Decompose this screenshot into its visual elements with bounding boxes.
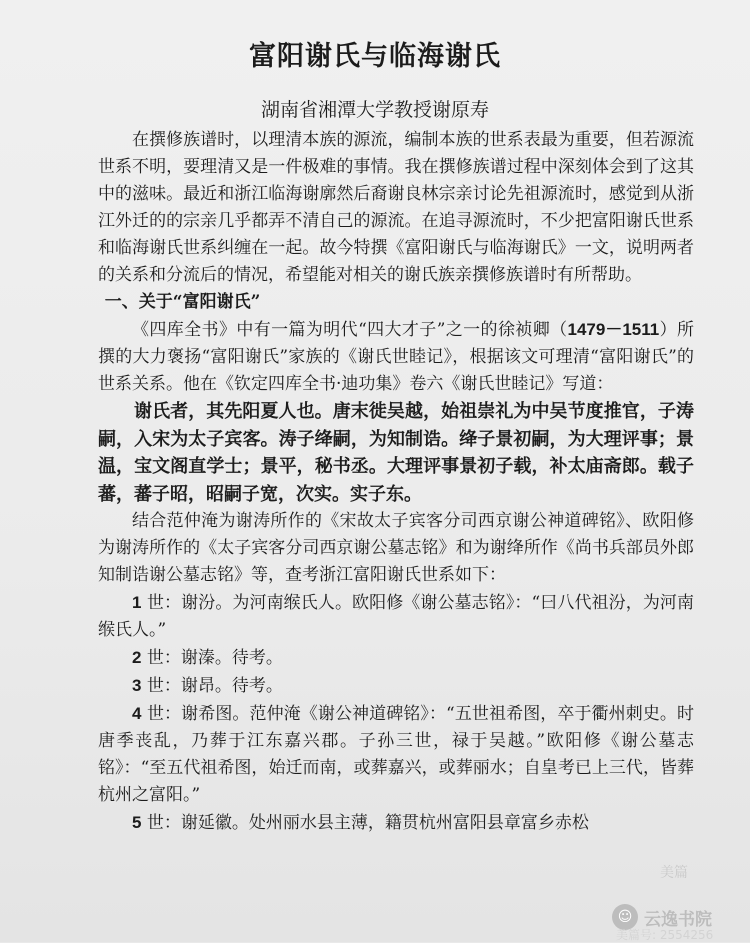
generation-entry bbox=[98, 809, 694, 837]
quotation-block: 谢氏者，其先阳夏人也。唐末徙吴越，始祖崇礼为中吴节度推官，子涛嗣，入宋为太子宾客。涛子绛嗣，为知制诰。绛子景初嗣，为大理评事；景温，宝文阁直学士；景平，秘书丞。大理评事景初子载，补太庙斋郎。载子蕃，蕃子昭，昭嗣子宽，次实。实子东。 bbox=[98, 401, 694, 505]
meipian-watermark: 美篇 bbox=[660, 865, 688, 881]
intro-paragraph: 在撰修族谱时，以理清本族的源流，编制本族的世系表最为重要，但若源流世系不明，要理清又是一件极难的事情。我在撰修族谱过程中深刻体会到了这其中的滋味。最近和浙江临海谢廓然后裔谢良林宗亲讨论先祖源流时，感觉到从浙江外迁的的宗亲几乎都弄不清自己的源流。在追寻源流时，不少把富阳谢氏世系和临海谢氏世系纠缠在一起。故今特撰《富阳谢氏与临海谢氏》一文，说明两者的关系和分流后的情况，希望能对相关的谢氏族亲撰修族谱时有所帮助。 bbox=[98, 130, 694, 285]
years-range: 1479－1511 bbox=[567, 320, 660, 339]
generation-text: 世：谢延徽。处州丽水县主薄，籍贯杭州富阳县章富乡赤松 bbox=[146, 813, 589, 833]
generation-entry bbox=[98, 700, 694, 809]
paragraph-siku bbox=[98, 316, 694, 398]
article-body bbox=[98, 127, 694, 837]
para1-post: ）所撰的大力褒扬“富阳谢氏”家族的《谢氏世睦记》，根据该文可理清“富阳谢氏”的世系关系。他在《钦定四库全书·迪功集》卷六《谢氏世睦记》写道： bbox=[98, 320, 694, 394]
generation-entry bbox=[98, 589, 694, 644]
generation-entry bbox=[98, 672, 694, 700]
channel-watermark: 云逸书院 bbox=[644, 910, 712, 930]
article-title: 富阳谢氏与临海谢氏 bbox=[249, 41, 501, 72]
generation-number: 5 bbox=[132, 813, 142, 832]
generation-number: 2 bbox=[132, 648, 142, 667]
generation-text: 世：谢溱。待考。 bbox=[146, 648, 283, 668]
generation-number: 1 bbox=[132, 593, 142, 612]
generation-entry bbox=[98, 644, 694, 672]
generation-text: 世：谢汾。为河南缑氏人。欧阳修《谢公墓志铭》：“曰八代祖汾，为河南缑氏人。” bbox=[98, 593, 694, 640]
paragraph-sources: 结合范仲淹为谢涛所作的《宋故太子宾客分司西京谢公神道碑铭》、欧阳修为谢涛所作的《太子宾客分司西京谢公墓志铭》和为谢绛所作《尚书兵部员外郎知制诰谢公墓志铭》等，查考浙江富阳谢氏世系如下： bbox=[98, 511, 694, 585]
article-author: 湖南省湘潭大学教授谢原寿 bbox=[260, 99, 489, 121]
generation-text: 世：谢希图。范仲淹《谢公神道碑铭》：“五世祖希图，卒于衢州刺史。时唐季丧乱，乃葬于江东嘉兴郡。子孙三世，禄于吴越。”欧阳修《谢公墓志铭》：“至五代祖希图，始迁而南，或葬嘉兴，或葬丽水；自皇考已上三代，皆葬杭州之富阳。” bbox=[98, 704, 694, 805]
generation-number: 4 bbox=[132, 704, 142, 723]
para1-pre: 《四库全书》中有一篇为明代“四大才子”之一的徐祯卿（ bbox=[132, 320, 568, 340]
generation-number: 3 bbox=[132, 676, 142, 695]
generation-text: 世：谢昂。待考。 bbox=[146, 676, 283, 696]
channel-logo-icon: ☺ bbox=[612, 904, 638, 930]
meipian-id-watermark: 美篇号: 2554256 bbox=[616, 928, 714, 942]
section-heading: 一、关于“富阳谢氏” bbox=[104, 292, 261, 312]
